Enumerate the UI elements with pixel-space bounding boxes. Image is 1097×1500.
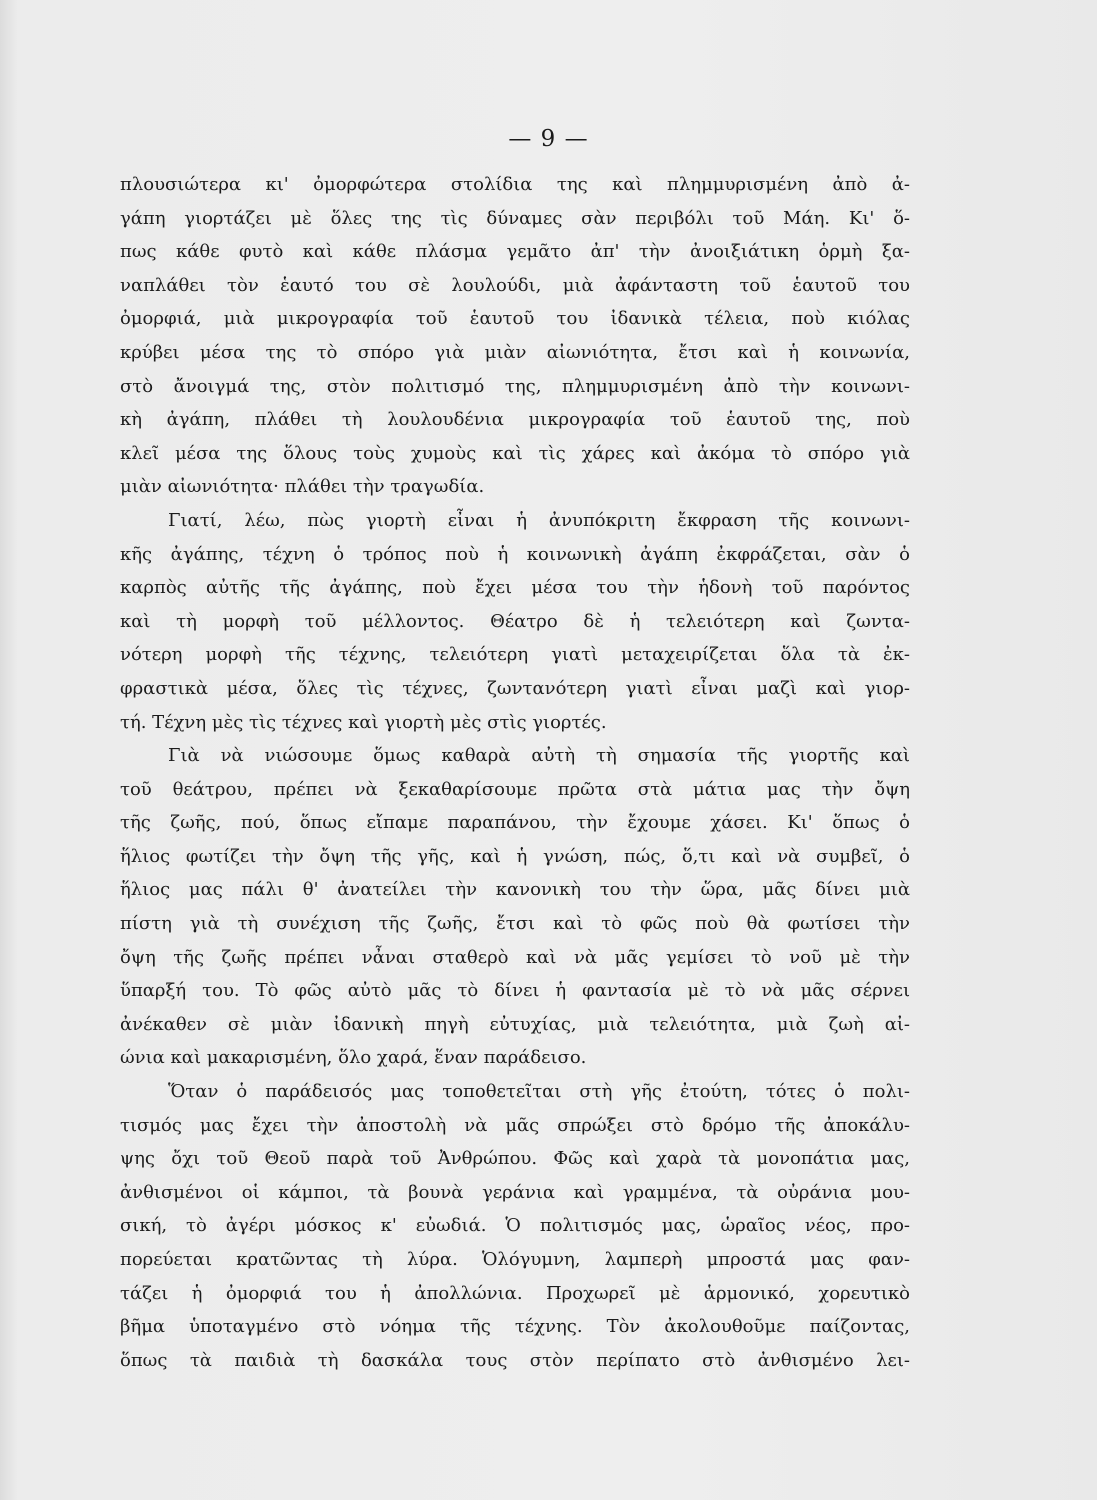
paragraph-1 — [120, 168, 910, 504]
text-line: φραστικὰ μέσα, ὅλες τὶς τέχνες, ζωντανότερη γιατὶ εἶναι μαζὶ καὶ γιορ- — [120, 677, 910, 699]
text-line: καρπὸς αὐτῆς τῆς ἀγάπης, ποὺ ἔχει μέσα του τὴν ἡδονὴ τοῦ παρόντος — [120, 577, 910, 599]
text-line: ώνια καὶ μακαρισμένη, ὅλο χαρά, ἕναν παράδεισο. — [120, 1047, 587, 1069]
text-line: μιὰν αἰωνιότητα· πλάθει τὴν τραγωδία. — [120, 476, 485, 498]
paragraph-4 — [120, 1075, 910, 1377]
paragraph-2 — [120, 504, 910, 739]
text-line: τῆς ζωῆς, πού, ὅπως εἴπαμε παραπάνου, τὴν ἔχουμε χάσει. Κι' ὅπως ὁ — [120, 812, 910, 834]
text-line: ναπλάθει τὸν ἑαυτό του σὲ λουλούδι, μιὰ ἀφάνταστη τοῦ ἑαυτοῦ του — [120, 274, 910, 296]
text-line: ὄψη τῆς ζωῆς πρέπει νἆναι σταθερὸ καὶ νὰ μᾶς γεμίσει τὸ νοῦ μὲ τὴν — [120, 946, 910, 968]
text-line: Ὅταν ὁ παράδεισός μας τοποθετεῖται στὴ γῆς ἐτούτη, τότες ὁ πολι- — [168, 1081, 910, 1103]
text-line: πως κάθε φυτὸ καὶ κάθε πλάσμα γεμᾶτο ἀπ' τὴν ἀνοιξιάτικη ὁρμὴ ξα- — [120, 241, 910, 263]
paragraph-3 — [120, 739, 910, 1075]
text-line: ἀνθισμένοι οἱ κάμποι, τὰ βουνὰ γεράνια καὶ γραμμένα, τὰ οὐράνια μου- — [120, 1181, 910, 1203]
text-line: ἀνέκαθεν σὲ μιὰν ἰδανικὴ πηγὴ εὐτυχίας, μιὰ τελειότητα, μιὰ ζωὴ αἰ- — [120, 1013, 910, 1035]
text-line: ἥλιος μας πάλι θ' ἀνατείλει τὴν κανονικὴ του τὴν ὥρα, μᾶς δίνει μιὰ — [120, 879, 910, 901]
text-line: κρύβει μέσα της τὸ σπόρο γιὰ μιὰν αἰωνιότητα, ἔτσι καὶ ἡ κοινωνία, — [120, 341, 910, 363]
text-line: βῆμα ὑποταγμένο στὸ νόημα τῆς τέχνης. Τὸν ἀκολουθοῦμε παίζοντας, — [120, 1316, 910, 1338]
text-line: Γιατί, λέω, πὼς γιορτὴ εἶναι ἡ ἀνυπόκριτη ἔκφραση τῆς κοινωνι- — [168, 509, 910, 531]
text-line: πλουσιώτερα κι' ὀμορφώτερα στολίδια της καὶ πλημμυρισμένη ἀπὸ ἀ- — [120, 174, 910, 195]
page-number: — 9 — — [508, 126, 589, 152]
text-line: τισμός μας ἔχει τὴν ἀποστολὴ νὰ μᾶς σπρώξει στὸ δρόμο τῆς ἀποκάλυ- — [120, 1114, 910, 1136]
text-line: στὸ ἄνοιγμά της, στὸν πολιτισμό της, πλημμυρισμένη ἀπὸ τὴν κοινωνι- — [120, 375, 910, 397]
text-line: πορεύεται κρατῶντας τὴ λύρα. Ὁλόγυμνη, λαμπερὴ μπροστά μας φαν- — [120, 1249, 910, 1270]
text-line: ἥλιος φωτίζει τὴν ὄψη τῆς γῆς, καὶ ἡ γνώση, πώς, ὅ,τι καὶ νὰ συμβεῖ, ὁ — [120, 845, 910, 867]
text-line: τή. Τέχνη μὲς τὶς τέχνες καὶ γιορτὴ μὲς στὶς γιορτές. — [120, 711, 607, 733]
text-line: τάζει ἡ ὀμορφιά του ἡ ἀπολλώνια. Προχωρεῖ μὲ ἁρμονικό, χορευτικὸ — [120, 1282, 910, 1304]
text-line: πίστη γιὰ τὴ συνέχιση τῆς ζωῆς, ἔτσι καὶ τὸ φῶς ποὺ θὰ φωτίσει τὴν — [120, 913, 910, 935]
text-line: νότερη μορφὴ τῆς τέχνης, τελειότερη γιατὶ μεταχειρίζεται ὅλα τὰ ἐκ- — [120, 644, 910, 666]
text-line: κὴ ἀγάπη, πλάθει τὴ λουλουδένια μικρογραφία τοῦ ἑαυτοῦ της, ποὺ — [120, 409, 910, 431]
text-line: κλεῖ μέσα της ὅλους τοὺς χυμοὺς καὶ τὶς χάρες καὶ ἀκόμα τὸ σπόρο γιὰ — [120, 442, 910, 464]
text-line: Γιὰ νὰ νιώσουμε ὅμως καθαρὰ αὐτὴ τὴ σημασία τῆς γιορτῆς καὶ — [168, 745, 910, 767]
text-line: καὶ τὴ μορφὴ τοῦ μέλλοντος. Θέατρο δὲ ἡ τελειότερη καὶ ζωντα- — [120, 610, 910, 632]
text-line: ψης ὄχι τοῦ Θεοῦ παρὰ τοῦ Ἀνθρώπου. Φῶς καὶ χαρὰ τὰ μονοπάτια μας, — [120, 1148, 910, 1170]
text-line: ὅπως τὰ παιδιὰ τὴ δασκάλα τους στὸν περίπατο στὸ ἀνθισμένο λει- — [120, 1349, 910, 1371]
text-line: ὀμορφιά, μιὰ μικρογραφία τοῦ ἑαυτοῦ του ἰδανικὰ τέλεια, ποὺ κιόλας — [120, 308, 910, 330]
text-line: ὕπαρξή του. Τὸ φῶς αὐτὸ μᾶς τὸ δίνει ἡ φαντασία μὲ τὸ νὰ μᾶς σέρνει — [120, 980, 910, 1002]
text-line: τοῦ θεάτρου, πρέπει νὰ ξεκαθαρίσουμε πρῶτα στὰ μάτια μας τὴν ὄψη — [120, 778, 910, 800]
body-text — [120, 168, 910, 1377]
text-line: γάπη γιορτάζει μὲ ὅλες της τὶς δύναμες σὰν περιβόλι τοῦ Μάη. Κι' ὅ- — [120, 207, 910, 229]
text-line: σική, τὸ ἀγέρι μόσκος κ' εὐωδιά. Ὁ πολιτισμός μας, ὡραῖος νέος, προ- — [120, 1215, 910, 1237]
text-line: κῆς ἀγάπης, τέχνη ὁ τρόπος ποὺ ἡ κοινωνικὴ ἀγάπη ἐκφράζεται, σὰν ὁ — [120, 543, 910, 565]
